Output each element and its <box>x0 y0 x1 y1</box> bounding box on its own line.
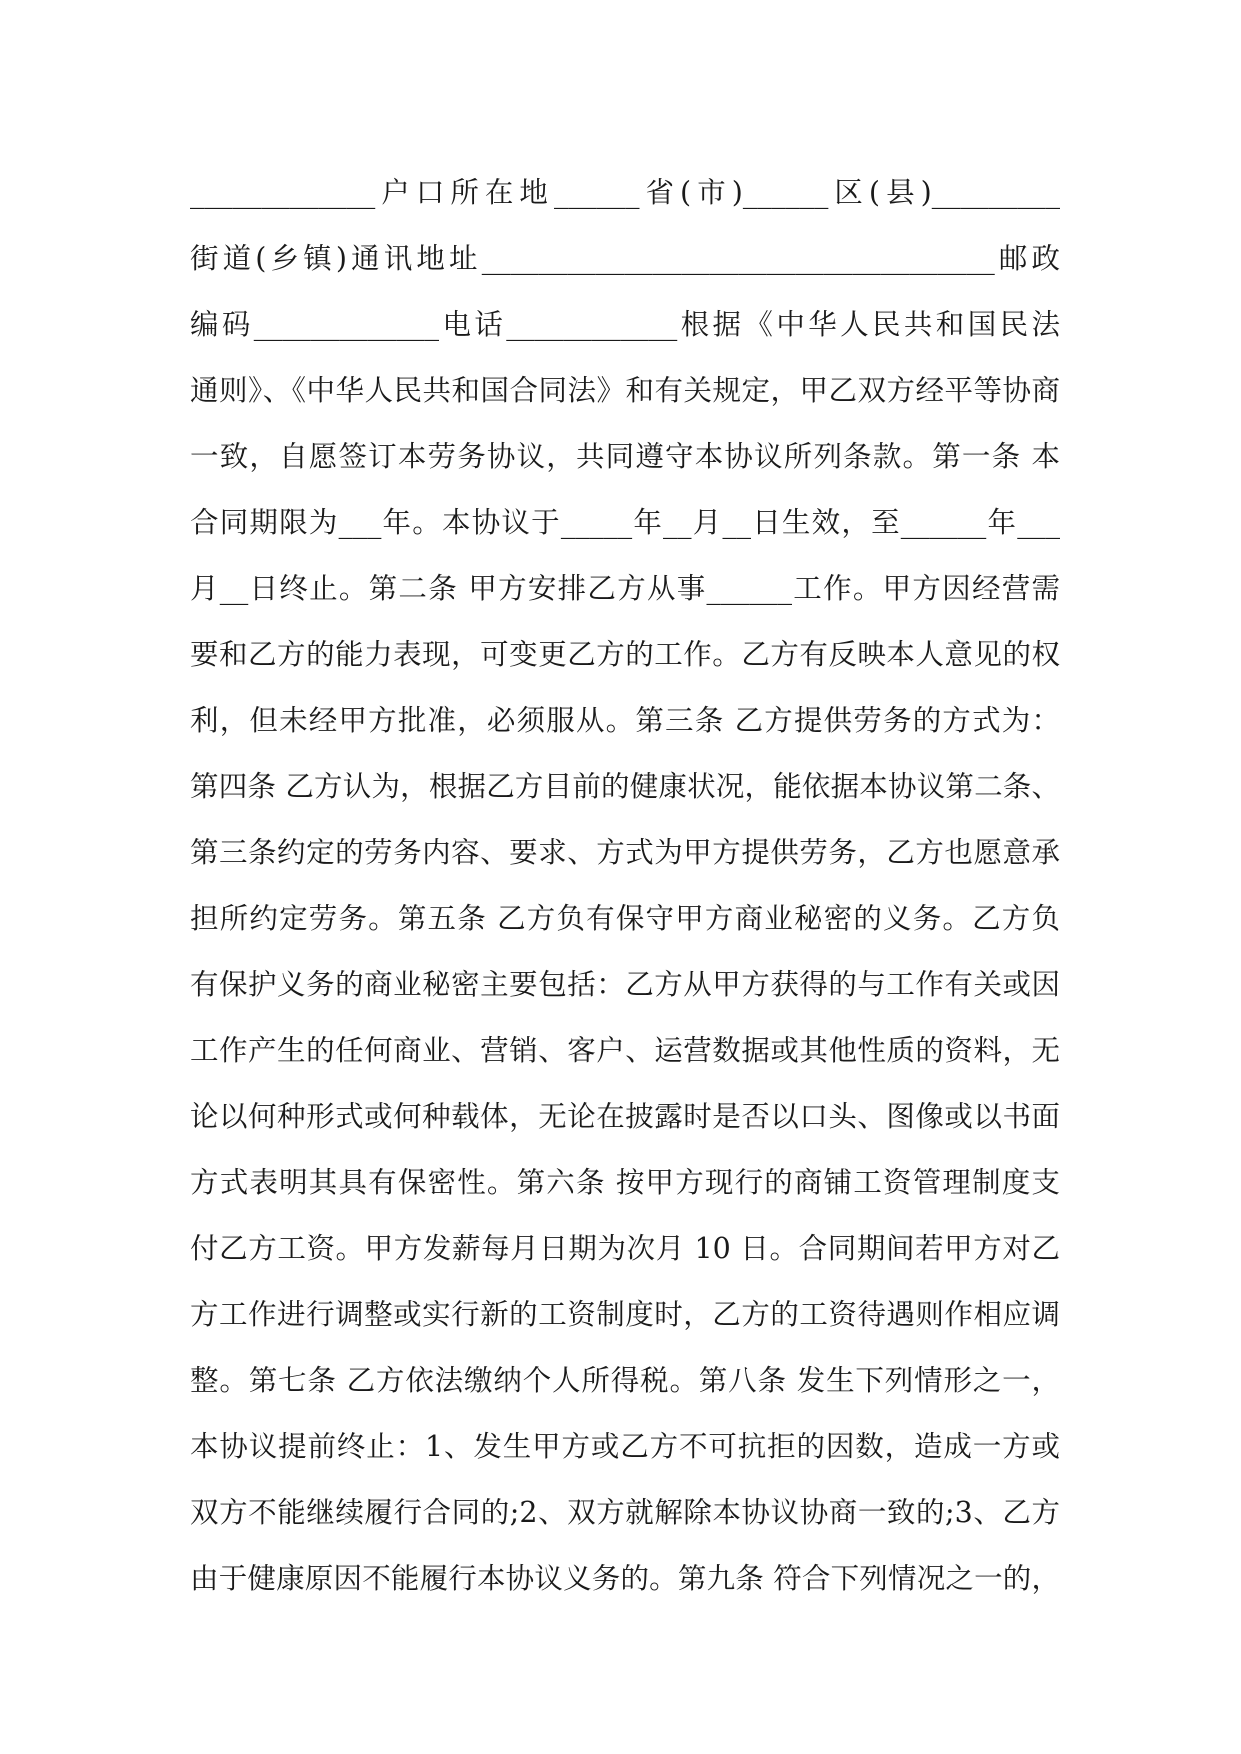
text-line: 有保护义务的商业秘密主要包括：乙方从甲方获得的与工作有关或因 <box>190 968 1060 1001</box>
text-line: 由于健康原因不能履行本协议义务的。第九条 符合下列情况之一的， <box>190 1562 1060 1595</box>
text-line: 整。第七条 乙方依法缴纳个人所得税。第八条 发生下列情形之一， <box>190 1364 1060 1397</box>
text-line: _____________户口所在地______省(市)______区(县)_________ <box>190 176 1060 209</box>
text-line: 要和乙方的能力表现，可变更乙方的工作。乙方有反映本人意见的权 <box>190 638 1060 671</box>
text-line: 第四条 乙方认为，根据乙方目前的健康状况，能依据本协议第二条、 <box>190 770 1060 803</box>
text-line: 论以何种形式或何种载体，无论在披露时是否以口头、图像或以书面 <box>190 1100 1060 1133</box>
text-line: 工作产生的任何商业、营销、客户、运营数据或其他性质的资料，无 <box>190 1034 1060 1067</box>
text-line: 编码_____________电话____________根据《中华人民共和国民法 <box>190 308 1060 341</box>
text-line: 街道(乡镇)通讯地址____________________________________邮政 <box>190 242 1060 275</box>
contract-body-text <box>190 160 1060 1612</box>
text-line: 合同期限为___年。本协议于_____年__月__日生效，至______年___ <box>190 506 1060 539</box>
text-line: 付乙方工资。甲方发薪每月日期为次月 10 日。合同期间若甲方对乙 <box>190 1232 1060 1265</box>
text-line: 本协议提前终止：1、发生甲方或乙方不可抗拒的因数，造成一方或 <box>190 1430 1060 1463</box>
text-line: 双方不能继续履行合同的;2、双方就解除本协议协商一致的;3、乙方 <box>190 1496 1060 1529</box>
text-line: 方工作进行调整或实行新的工资制度时，乙方的工资待遇则作相应调 <box>190 1298 1060 1331</box>
text-line: 月__日终止。第二条 甲方安排乙方从事______工作。甲方因经营需 <box>190 572 1060 605</box>
text-line: 一致，自愿签订本劳务协议，共同遵守本协议所列条款。第一条 本 <box>190 440 1060 473</box>
text-line: 通则》、《中华人民共和国合同法》和有关规定，甲乙双方经平等协商 <box>190 374 1060 407</box>
text-line: 担所约定劳务。第五条 乙方负有保守甲方商业秘密的义务。乙方负 <box>190 902 1060 935</box>
text-line: 第三条约定的劳务内容、要求、方式为甲方提供劳务，乙方也愿意承 <box>190 836 1060 869</box>
text-line: 方式表明其具有保密性。第六条 按甲方现行的商铺工资管理制度支 <box>190 1166 1060 1199</box>
text-line: 利，但未经甲方批准，必须服从。第三条 乙方提供劳务的方式为： <box>190 704 1060 737</box>
